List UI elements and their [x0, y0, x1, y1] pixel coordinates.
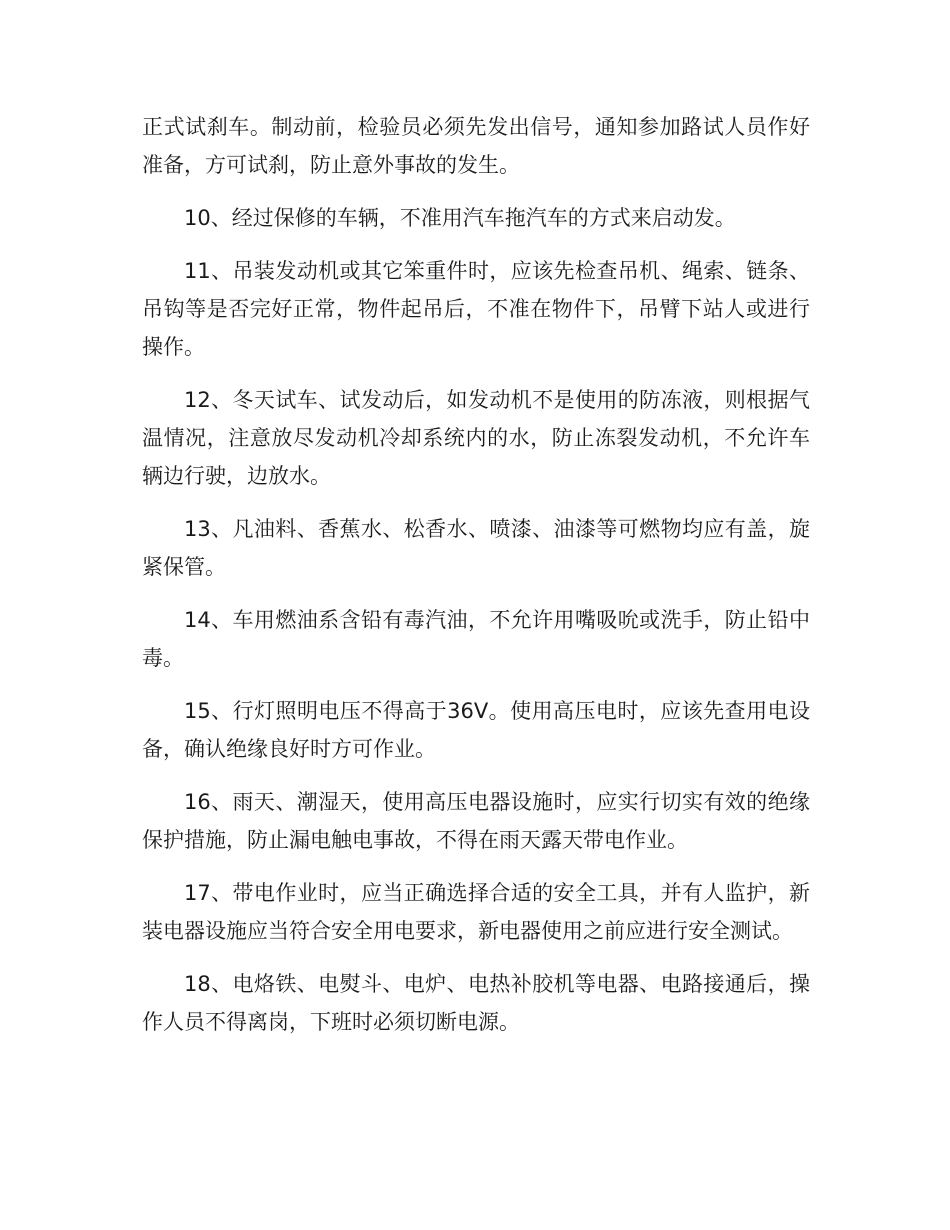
- paragraph-item-18: 18、电烙铁、电熨斗、电炉、电热补胶机等电器、电路接通后，操作人员不得离岗，下班时必须切断电源。: [142, 972, 810, 1034]
- paragraph-item-14: 14、车用燃油系含铅有毒汽油，不允许用嘴吸吮或洗手，防止铅中毒。: [142, 608, 810, 670]
- paragraph-continuation: 正式试刹车。制动前，检验员必须先发出信号，通知参加路试人员作好准备，方可试刹，防止意外事故的发生。: [142, 115, 810, 177]
- paragraph-item-12: 12、冬天试车、试发动后，如发动机不是使用的防冻液，则根据气温情况，注意放尽发动机冷却系统内的水，防止冻裂发动机，不允许车辆边行驶，边放水。: [142, 388, 810, 488]
- paragraph-item-13: 13、凡油料、香蕉水、松香水、喷漆、油漆等可燃物均应有盖，旋紧保管。: [142, 517, 810, 579]
- paragraph-item-10: 10、经过保修的车辆，不准用汽车拖汽车的方式来启动发。: [184, 206, 736, 230]
- paragraph-item-11: 11、吊装发动机或其它笨重件时，应该先检查吊机、绳索、链条、吊钩等是否完好正常，物件起吊后，不准在物件下，吊臂下站人或进行操作。: [142, 259, 810, 359]
- document-body: [142, 108, 810, 1056]
- paragraph-item-15: 15、行灯照明电压不得高于36V。使用高压电时，应该先查用电设备，确认绝缘良好时方可作业。: [142, 699, 810, 761]
- paragraph-item-16: 16、雨天、潮湿天，使用高压电器设施时，应实行切实有效的绝缘保护措施，防止漏电触电事故，不得在雨天露天带电作业。: [142, 790, 810, 852]
- paragraph-item-17: 17、带电作业时，应当正确选择合适的安全工具，并有人监护，新装电器设施应当符合安全用电要求，新电器使用之前应进行安全测试。: [142, 881, 810, 943]
